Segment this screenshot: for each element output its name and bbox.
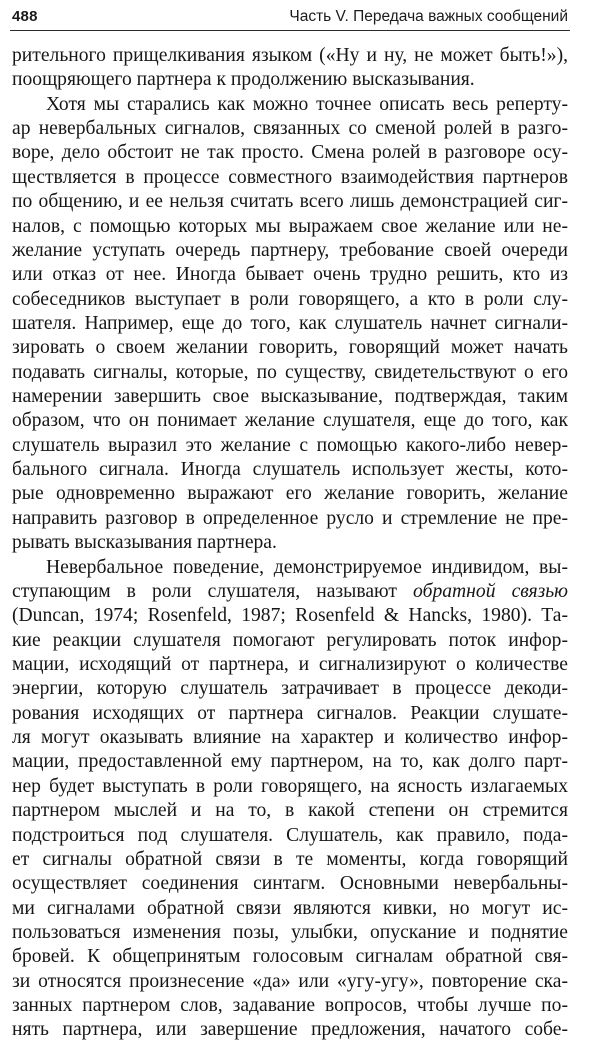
text-line: подавать сигналы, которые, по существу, свидетельствуют о его <box>12 361 568 383</box>
text-line: или отказ от нее. Иногда бывает очень трудно решить, кто из <box>12 264 568 286</box>
text-line: зи относятся произнесение «да» или «угу-угу», повторение ска- <box>12 970 568 992</box>
italic-term: обратной связью <box>413 580 569 602</box>
body-text <box>12 44 568 1043</box>
text-line: бального сигнала. Иногда слушатель использует жесты, кото- <box>12 459 568 481</box>
text-line: бровей. К общепринятым голосовым сигналам обратной свя- <box>12 946 568 968</box>
chapter-title: Часть V. Передача важных сообщений <box>289 8 568 25</box>
text-line: шателя. Например, еще до того, как слушатель начнет сигнали- <box>12 312 568 334</box>
text-line: желание уступать очередь партнеру, требование своей очереди <box>12 239 568 261</box>
text-fragment: ступающим в роли слушателя, называют <box>12 580 414 602</box>
text-line: ми сигналами обратной связи являются кивки, но могут ис- <box>12 897 568 919</box>
text-line: ля могут оказывать влияние на характер и количество инфор- <box>12 727 568 749</box>
text-line: рые одновременно выражают его желание говорить, желание <box>12 483 568 505</box>
text-line: рительного прищелкивания языком («Ну и ну, не может быть!»), <box>12 45 568 66</box>
text-line: воре, дело обстоит не так просто. Смена ролей в разговоре осу- <box>12 142 568 164</box>
text-line: направить разговор в определенное русло и стремление не пре- <box>12 507 568 529</box>
text-line: ар невербальных сигналов, связанных со сменой ролей в разго- <box>12 118 568 140</box>
text-line: рывать высказывания партнера. <box>12 532 277 554</box>
page-number: 488 <box>12 8 38 25</box>
text-line: по общению, и ее нельзя считать всего лишь демонстрацией сиг- <box>12 191 568 213</box>
text-line: нять партнера, или завершение предложения, начатого собе- <box>12 1019 568 1041</box>
paragraph-start-line: Невербальное поведение, демонстрируемое индивидом, вы- <box>46 556 568 578</box>
paragraph-start-line: Хотя мы старались как можно точнее описать весь реперту- <box>46 93 568 115</box>
text-line: собеседников выступает в роли говорящего, а кто в роли слу- <box>12 288 568 310</box>
text-line: намерении завершить свое высказывание, подтверждая, таким <box>12 386 568 408</box>
text-line: зировать о своем желании говорить, говорящий может начать <box>12 337 568 359</box>
text-line: осуществляет соединения синтагм. Основными невербальны- <box>12 873 568 895</box>
text-line: ществляется в процессе совместного взаимодействия партнеров <box>12 166 568 188</box>
text-line: ет сигналы обратной связи в те моменты, когда говорящий <box>12 848 568 870</box>
text-line: слушатель выразил это желание с помощью какого-либо невер- <box>12 434 568 456</box>
text-line: нер будет выступать в роли говорящего, на ясность излагаемых <box>12 775 568 797</box>
text-line: налов, с помощью которых мы выражаем свое желание или не- <box>12 215 568 237</box>
citation-line: (Duncan, 1974; Rosenfeld, 1987; Rosenfeld & Hancks, 1980). Та- <box>12 605 568 627</box>
text-line: мации, предоставленной ему партнером, на то, как долго парт- <box>12 751 568 773</box>
text-line: энергии, которую слушатель затрачивает в процессе декоди- <box>12 678 568 700</box>
text-line: рования исходящих от партнера сигналов. Реакции слушате- <box>12 702 568 724</box>
running-head <box>12 6 568 28</box>
text-line: мации, исходящий от партнера, и сигнализируют о количестве <box>12 653 568 675</box>
text-line: поощряющего партнера к продолжению высказывания. <box>12 69 475 91</box>
text-line-with-term <box>12 580 568 604</box>
text-line: занных партнером слов, задавание вопросов, чтобы лучше по- <box>12 995 568 1017</box>
text-line: пользоваться изменения позы, улыбки, опускание и поднятие <box>12 921 568 943</box>
text-line: кие реакции слушателя помогают регулировать поток инфор- <box>12 629 568 651</box>
text-line: подстроиться под слушателя. Слушатель, как правило, пода- <box>12 824 568 846</box>
text-line: партнером мыслей и на то, в какой степени он стремится <box>12 800 568 822</box>
text-line: образом, что он понимает желание слушателя, еще до того, как <box>12 410 568 432</box>
header-rule <box>10 30 570 31</box>
